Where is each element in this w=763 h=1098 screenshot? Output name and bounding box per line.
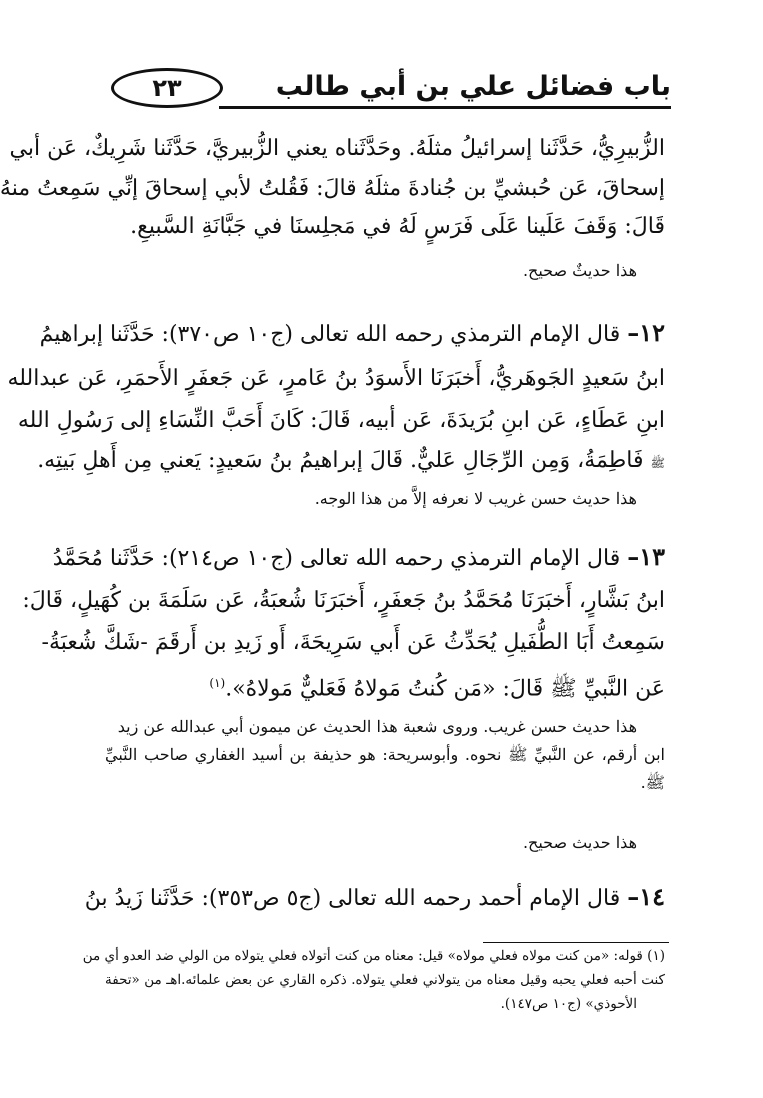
- text-line: ابنُ بَشَّارٍ، أَخبَرَنَا مُحَمَّدُ بنُ جَعفَرٍ، أَخبَرَنَا شُعبَةُ، عَن سَلَمَةَ بن كُهَيلٍ، قَالَ:: [22, 588, 665, 613]
- text-line: إسحاقَ، عَن حُبشيِّ بن جُنادةَ مثلَهُ قالَ: فَقُلتُ لأبي إسحاقَ إنِّي سَمِعتُ منهُ: [0, 176, 665, 201]
- salawat-glyph: ﷺ: [650, 456, 665, 470]
- page-header: [111, 68, 671, 112]
- footnote-marker: (١): [209, 676, 226, 690]
- text-line: [105, 666, 665, 706]
- hadith-heading: [84, 880, 665, 920]
- hadith-opening: قال الإمام الترمذي رحمه الله تعالى (ج١٠ ص٢١٤): حَدَّثَنا مُحَمَّدُ: [52, 546, 621, 571]
- hadith-grade: هذا حديث حسن غريب لا نعرفه إلاَّ من هذا الوجه.: [314, 489, 637, 508]
- chapter-title: باب فضائل علي بن أبي طالب: [275, 71, 671, 102]
- text-line: قَالَ: وَقَفَ عَلَينا عَلَى فَرَسٍ لَهُ في مَجلِسنَا في جَبَّانَةِ السَّبيعِ.: [130, 214, 665, 239]
- text-line: ابنِ عَطَاءٍ، عَن ابنِ بُرَيدَةَ، عَن أبيه، قَالَ: كَانَ أَحَبَّ النِّسَاءِ إلى رَسُولِ الله: [17, 408, 665, 433]
- footnote-rule: [483, 942, 669, 943]
- hadith-grade: هذا حديثٌ صحيح.: [522, 261, 637, 280]
- footnote-line: كنت أحبه فعلي يحبه وقيل معناه من يتولاني فعلي يتولاه. ذكره القاري عن بعض علمائه.اهـ من «تحفة: [105, 972, 665, 988]
- hadith-number: ١٤–: [627, 882, 665, 911]
- text-line: [37, 444, 665, 484]
- text-line-segment: فَاطِمَةُ، وَمِن الرِّجَالِ عَليٌّ. قَالَ إبراهيمُ بنُ سَعيدٍ: يَعني مِن أَهلِ بَيتِه.: [37, 448, 644, 473]
- text-line-segment: عَن النَّبيِّ ﷺ قَالَ: «مَن كُنتُ مَولاهُ فَعَليٌّ مَولاهُ».: [225, 676, 665, 702]
- footnote-line: (١) قوله: «من كنت مولاه فعلي مولاه» قيل: معناه من كنت أتولاه فعلي يتولاه من الولي ضد العدو أي من: [82, 948, 665, 964]
- footnote-line: الأحوذي» (ج١٠ ص١٤٧).: [500, 996, 637, 1012]
- hadith-opening: قال الإمام الترمذي رحمه الله تعالى (ج١٠ ص٣٧٠): حَدَّثَنا إبراهيمُ: [39, 322, 621, 347]
- hadith-grade: هذا حديث صحيح.: [522, 833, 637, 852]
- hadith-number: ١٣–: [627, 542, 665, 571]
- commentary-line: ابن أرقم، عن النَّبيِّ ﷺ نحوه. وأبوسريحة: هو حذيفة بن أسيد الغفاري صاحب النَّبيِّ: [105, 745, 665, 764]
- header-rule: [219, 106, 671, 109]
- hadith-number: ١٢–: [627, 318, 665, 347]
- hadith-opening: قال الإمام أحمد رحمه الله تعالى (ج٥ ص٣٥٣): حَدَّثَنا زَيدُ بنُ: [84, 886, 621, 911]
- commentary-line: ﷺ.: [640, 773, 665, 792]
- text-line: الزُّبيرِيُّ، حَدَّثَنا إسرائيلُ مثلَهُ. وحَدَّثَناه يعني الزُّبيريَّ، حَدَّثَنا شَرِيكٌ، عَن أبي: [9, 136, 665, 161]
- page-number: ٢٣: [111, 68, 223, 108]
- commentary-line: هذا حديث حسن غريب. وروى شعبة هذا الحديث عن ميمون أبي عبدالله عن زيد: [117, 717, 637, 736]
- hadith-heading: [52, 540, 665, 580]
- hadith-heading: [39, 316, 665, 356]
- text-line: سَمِعتُ أَبَا الطُّفَيلِ يُحَدِّثُ عَن أَبي سَرِيحَةَ، أَو زَيدِ بن أَرقَمَ -شَكَّ شُعبَةُ-: [41, 630, 665, 655]
- text-line: ابنُ سَعيدٍ الجَوهَريُّ، أَخبَرَنَا الأَسوَدُ بنُ عَامرٍ، عَن جَعفَرٍ الأَحمَرِ، عَن عبدالله: [7, 366, 665, 391]
